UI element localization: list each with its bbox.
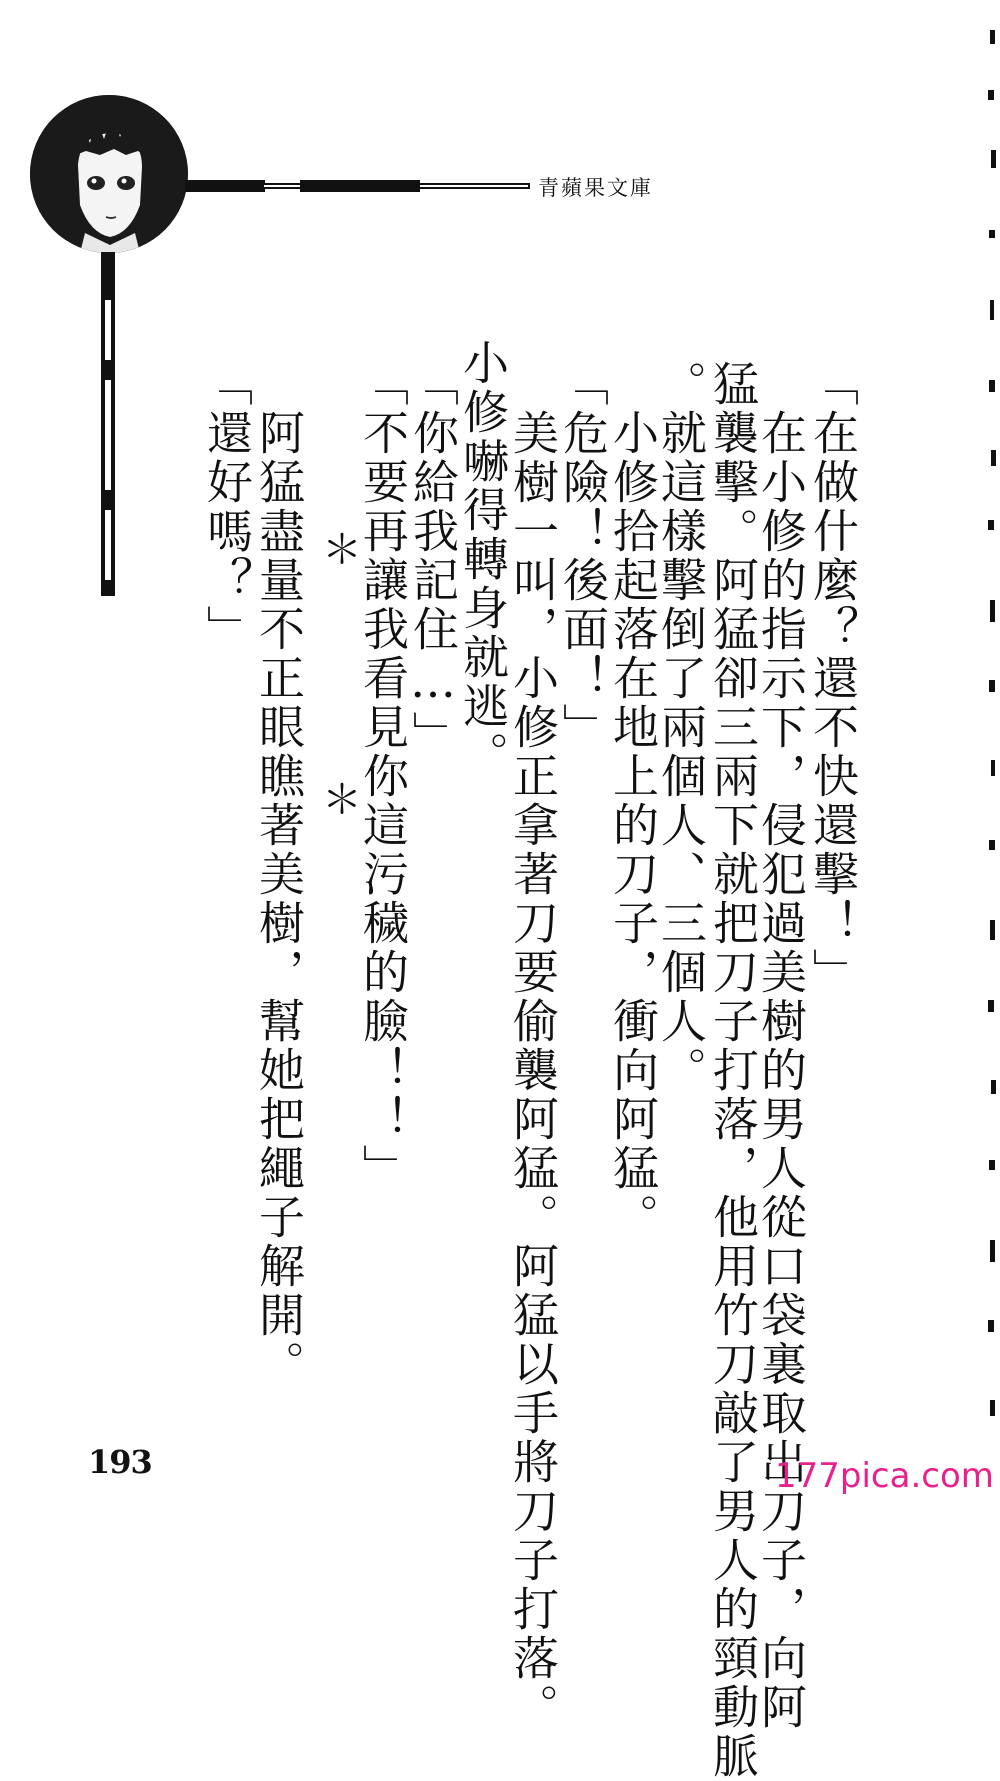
text-column: 小修拾起落在地上的刀子，衝向阿猛。 <box>606 360 660 1242</box>
section-break-star: ＊ <box>322 527 362 573</box>
text-column: 「在做什麼？還不快還擊！」 <box>806 360 860 997</box>
header-rule <box>300 180 420 192</box>
header-rule <box>185 180 265 192</box>
text-column: 猛襲擊。阿猛卻三兩下就把刀子打落，他用竹刀敲了男人的頸動脈 <box>706 360 760 1781</box>
text-column: 「危險！後面！」 <box>556 360 610 752</box>
text-column: 小修嚇得轉身就逃。 <box>456 290 510 780</box>
text-column: 美樹一叫，小修正拿著刀要偷襲阿猛。阿猛以手將刀子打落。 <box>506 360 560 1732</box>
watermark: 177pica.com <box>775 1456 994 1496</box>
text-column: 。就這樣擊倒了兩個人、三個人。 <box>654 360 708 1095</box>
text-column: 「不要再讓我看見你這污穢的臉！！」 <box>356 360 410 1193</box>
text-column: 「你給我記住…」 <box>406 360 460 760</box>
stem-highlight <box>105 300 111 360</box>
scan-edge <box>984 0 1000 1505</box>
body-text <box>200 290 860 1781</box>
character-portrait <box>30 95 188 253</box>
page-number: 193 <box>88 1443 152 1481</box>
portrait-illustration <box>30 95 188 253</box>
stem-highlight <box>105 380 111 490</box>
text-column: 阿猛盡量不正眼瞧著美樹，幫她把繩子解開。 <box>252 360 306 1389</box>
text-column: 「還好嗎？」 <box>200 360 254 654</box>
series-title: 青蘋果文庫 <box>538 176 653 200</box>
text-column: 在小修的指示下，侵犯過美樹的男人從口袋裏取出刀子，向阿 <box>754 360 808 1732</box>
section-break-star: ＊ <box>322 777 362 823</box>
stem-highlight <box>105 510 111 580</box>
header-rule <box>262 183 302 189</box>
header-rule <box>418 183 530 189</box>
